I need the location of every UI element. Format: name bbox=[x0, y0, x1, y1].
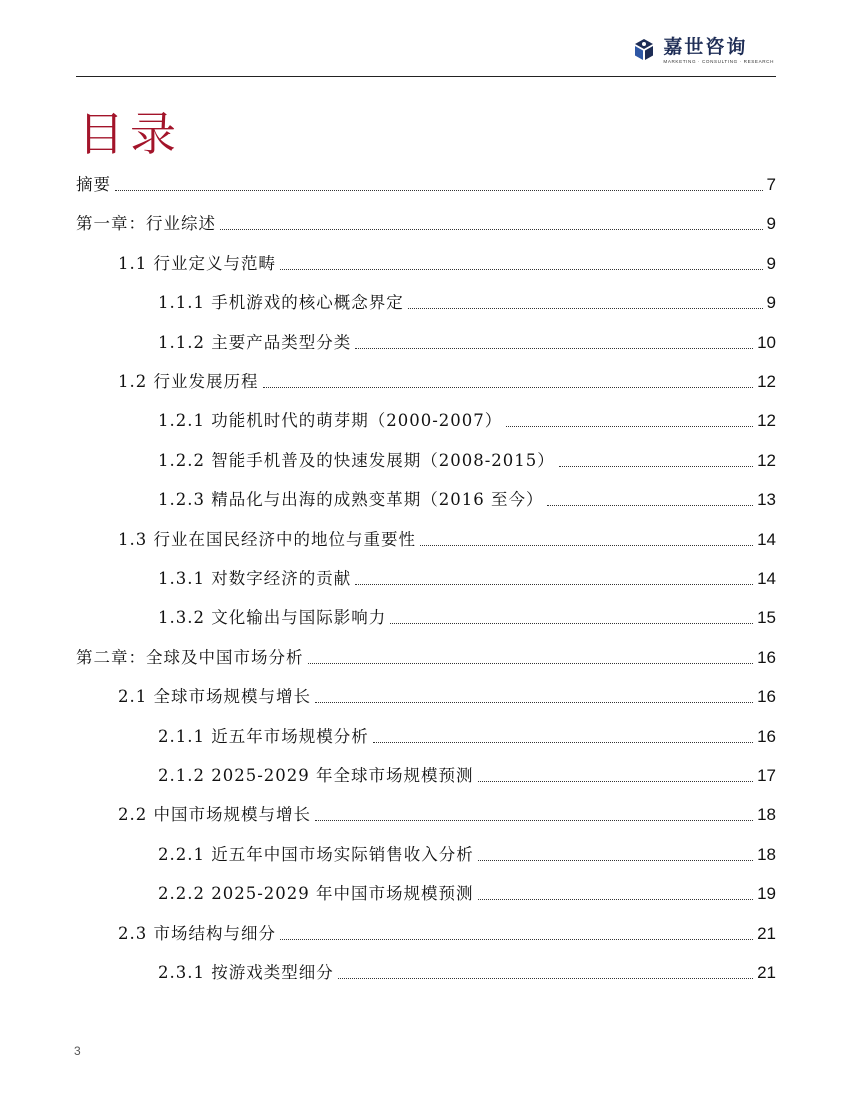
toc-entry-label: 1.1.2 主要产品类型分类 bbox=[158, 332, 352, 352]
toc-entry-page: 14 bbox=[757, 529, 776, 549]
toc-dot-leader bbox=[315, 820, 753, 821]
toc-entry-label: 1.1.1 手机游戏的核心概念界定 bbox=[158, 293, 404, 313]
toc-dot-leader bbox=[408, 308, 763, 309]
toc-entry-page: 12 bbox=[757, 372, 776, 391]
toc-dot-leader bbox=[559, 466, 753, 467]
toc-entry-label: 2.3.1 按游戏类型细分 bbox=[158, 963, 334, 982]
toc-entry[interactable] bbox=[158, 564, 776, 590]
toc-entry-label: 1.3.2 文化输出与国际影响力 bbox=[158, 608, 387, 628]
toc-entry-page: 9 bbox=[766, 253, 776, 273]
toc-entry[interactable] bbox=[158, 761, 776, 787]
toc-entry[interactable] bbox=[158, 446, 776, 472]
toc-entry-page: 16 bbox=[757, 726, 776, 746]
toc-entry-label: 摘要 bbox=[76, 175, 111, 194]
toc-entry-page: 21 bbox=[757, 963, 776, 982]
toc-entry-page: 9 bbox=[766, 214, 776, 234]
logo-tagline-en: MARKETING · CONSULTING · RESEARCH bbox=[663, 59, 774, 64]
toc-entry-page: 14 bbox=[757, 569, 776, 588]
toc-entry-page: 15 bbox=[757, 608, 776, 628]
toc-dot-leader bbox=[355, 584, 753, 585]
toc-entry[interactable] bbox=[76, 643, 776, 669]
page-header bbox=[76, 34, 776, 77]
toc-dot-leader bbox=[478, 781, 754, 782]
toc-entry-label: 2.1.1 近五年市场规模分析 bbox=[158, 726, 369, 746]
toc-entry-page: 18 bbox=[757, 805, 776, 825]
toc-dot-leader bbox=[338, 978, 753, 979]
toc-entry-page: 12 bbox=[757, 450, 776, 470]
toc-entry-label: 2.2.2 2025-2029 年中国市场规模预测 bbox=[158, 884, 474, 904]
toc-entry[interactable] bbox=[118, 919, 776, 945]
toc-dot-leader bbox=[373, 742, 753, 743]
toc-entry-label: 第一章：行业综述 bbox=[76, 214, 216, 234]
toc-entry-page: 16 bbox=[757, 647, 776, 667]
toc-entry[interactable] bbox=[158, 485, 776, 511]
logo-mark-icon bbox=[631, 38, 657, 62]
toc-entry[interactable] bbox=[158, 406, 776, 432]
toc-dot-leader bbox=[478, 860, 753, 861]
toc-entry-label: 2.1.2 2025-2029 年全球市场规模预测 bbox=[158, 766, 474, 785]
toc-dot-leader bbox=[315, 702, 753, 703]
toc-dot-leader bbox=[420, 545, 753, 546]
toc-entry-page: 9 bbox=[766, 293, 776, 313]
toc-entry-label: 1.2.1 功能机时代的萌芽期（2000-2007） bbox=[158, 411, 503, 431]
toc-entry-page: 18 bbox=[757, 844, 776, 864]
toc-dot-leader bbox=[506, 426, 753, 427]
toc-dot-leader bbox=[280, 939, 753, 940]
page-number: 3 bbox=[74, 1044, 81, 1058]
toc-entry-label: 1.2.3 精品化与出海的成熟变革期（2016 至今） bbox=[158, 490, 544, 510]
toc-entry-page: 13 bbox=[757, 490, 776, 510]
toc-dot-leader bbox=[390, 623, 753, 624]
toc-entry[interactable] bbox=[76, 209, 776, 235]
toc-dot-leader bbox=[478, 899, 754, 900]
toc-dot-leader bbox=[547, 505, 753, 506]
toc-entry[interactable] bbox=[118, 525, 776, 551]
toc-dot-leader bbox=[308, 663, 754, 664]
toc-entry[interactable] bbox=[158, 288, 776, 314]
toc-entry-page: 21 bbox=[757, 923, 776, 943]
toc-entry[interactable] bbox=[158, 879, 776, 905]
toc-entry[interactable] bbox=[118, 249, 776, 275]
company-logo bbox=[631, 36, 774, 66]
toc-entry[interactable] bbox=[158, 603, 776, 629]
toc-entry[interactable] bbox=[158, 840, 776, 866]
toc-entry-page: 17 bbox=[757, 766, 776, 785]
toc-dot-leader bbox=[280, 269, 763, 270]
toc-entry[interactable] bbox=[76, 170, 776, 196]
toc-entry-label: 2.2 中国市场规模与增长 bbox=[118, 805, 311, 825]
toc-entry-page: 12 bbox=[757, 411, 776, 431]
logo-name-cn: 嘉世咨询 bbox=[663, 36, 748, 58]
toc-entry-page: 10 bbox=[757, 332, 776, 352]
toc-entry-label: 1.2 行业发展历程 bbox=[118, 372, 259, 391]
toc-heading: 目录 bbox=[78, 107, 182, 161]
toc-entry[interactable] bbox=[118, 367, 776, 393]
toc-entry[interactable] bbox=[118, 800, 776, 826]
toc-entry-label: 2.2.1 近五年中国市场实际销售收入分析 bbox=[158, 844, 474, 864]
toc-entry-page: 19 bbox=[757, 884, 776, 904]
toc-entry[interactable] bbox=[158, 722, 776, 748]
toc-dot-leader bbox=[115, 190, 763, 191]
toc-entry-label: 第二章：全球及中国市场分析 bbox=[76, 647, 304, 667]
toc-entry-label: 1.2.2 智能手机普及的快速发展期（2008-2015） bbox=[158, 450, 555, 470]
toc-entry-page: 16 bbox=[757, 687, 776, 707]
toc-entry-label: 1.3.1 对数字经济的贡献 bbox=[158, 569, 352, 588]
toc-entry-label: 2.3 市场结构与细分 bbox=[118, 923, 276, 943]
toc-entry-label: 2.1 全球市场规模与增长 bbox=[118, 687, 311, 707]
toc-dot-leader bbox=[263, 387, 754, 388]
toc-entry-page: 7 bbox=[766, 175, 776, 194]
toc-dot-leader bbox=[355, 348, 753, 349]
toc-entry[interactable] bbox=[158, 328, 776, 354]
toc-entry-label: 1.3 行业在国民经济中的地位与重要性 bbox=[118, 529, 416, 549]
toc-dot-leader bbox=[220, 229, 763, 230]
toc-entry[interactable] bbox=[158, 958, 776, 984]
toc-entry[interactable] bbox=[118, 682, 776, 708]
toc-entry-label: 1.1 行业定义与范畴 bbox=[118, 253, 276, 273]
